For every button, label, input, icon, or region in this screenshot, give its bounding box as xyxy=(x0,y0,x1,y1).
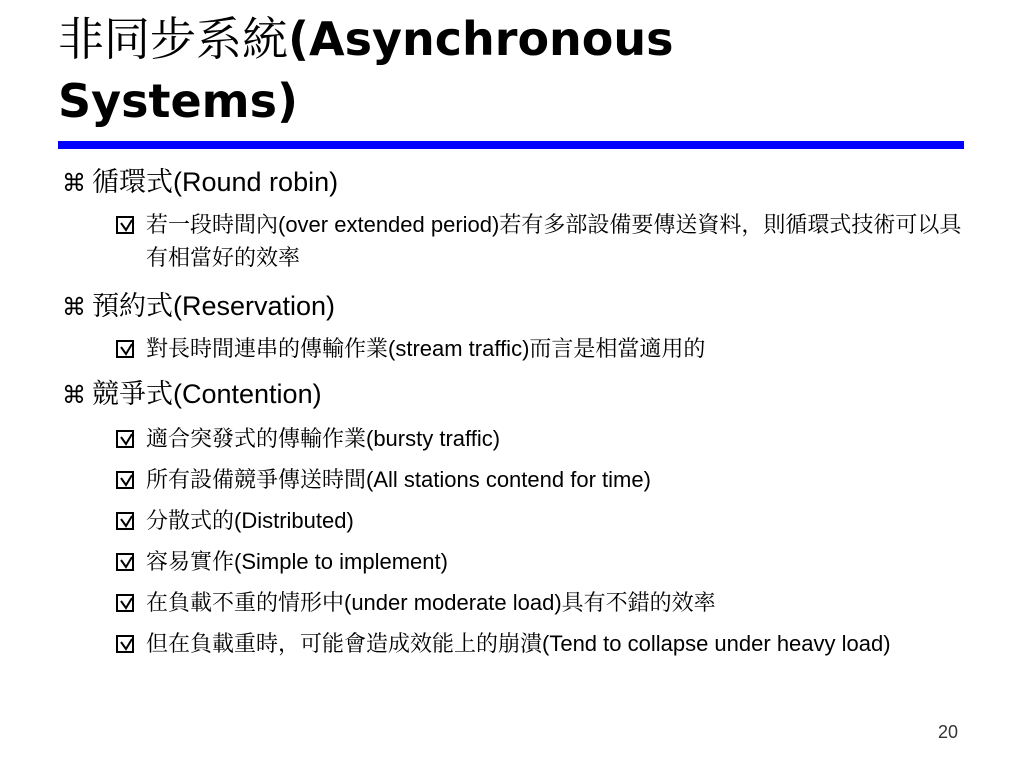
command-key-icon: ⌘ xyxy=(62,381,86,409)
checkbox-checked-icon xyxy=(116,216,134,234)
bullet-label: 循環式(Round robin) xyxy=(92,167,339,197)
sub-bullet-contention-2 xyxy=(116,463,966,496)
sub-bullet-text: 容易實作(Simple to implement) xyxy=(146,549,448,574)
checkbox-checked-icon xyxy=(116,594,134,612)
sub-bullet-text: 若一段時間內(over extended period)若有多部設備要傳送資料，則循環式技術可以具有相當好的效率 xyxy=(146,212,962,270)
sub-bullet-text: 對長時間連串的傳輸作業(stream traffic)而言是相當適用的 xyxy=(146,336,706,361)
command-key-icon: ⌘ xyxy=(62,169,86,197)
page-number: 20 xyxy=(937,722,958,742)
bullet-label: 預約式(Reservation) xyxy=(92,291,336,321)
sub-bullet-text: 但在負載重時，可能會造成效能上的崩潰(Tend to collapse under heavy load) xyxy=(146,631,891,656)
sub-bullet-contention-6 xyxy=(116,627,966,660)
checkbox-checked-icon xyxy=(116,471,134,489)
title-en-line1: (Asynchronous xyxy=(288,12,674,66)
checkbox-checked-icon xyxy=(116,512,134,530)
title-en-line2: Systems) xyxy=(58,74,299,128)
checkbox-checked-icon xyxy=(116,340,134,358)
slide-title xyxy=(58,8,978,132)
sub-bullet-contention-4 xyxy=(116,545,966,578)
title-cjk: 非同步系統 xyxy=(58,12,288,66)
bullet-reservation xyxy=(62,290,335,323)
checkbox-checked-icon xyxy=(116,635,134,653)
bullet-label: 競爭式(Contention) xyxy=(92,379,322,409)
title-divider xyxy=(58,141,964,149)
sub-bullet-text: 在負載不重的情形中(under moderate load)具有不錯的效率 xyxy=(146,590,716,615)
checkbox-checked-icon xyxy=(116,553,134,571)
bullet-contention xyxy=(62,378,322,411)
sub-bullet-reservation-1 xyxy=(116,332,966,365)
sub-bullet-contention-3 xyxy=(116,504,966,537)
bullet-round-robin xyxy=(62,166,338,199)
sub-bullet-contention-5 xyxy=(116,586,966,619)
sub-bullet-text: 適合突發式的傳輸作業(bursty traffic) xyxy=(146,426,501,451)
sub-bullet-contention-1 xyxy=(116,422,966,455)
sub-bullet-round-robin-1 xyxy=(116,208,966,274)
sub-bullet-text: 分散式的(Distributed) xyxy=(146,508,354,533)
checkbox-checked-icon xyxy=(116,430,134,448)
sub-bullet-text: 所有設備競爭傳送時間(All stations contend for time) xyxy=(146,467,651,492)
command-key-icon: ⌘ xyxy=(62,293,86,321)
